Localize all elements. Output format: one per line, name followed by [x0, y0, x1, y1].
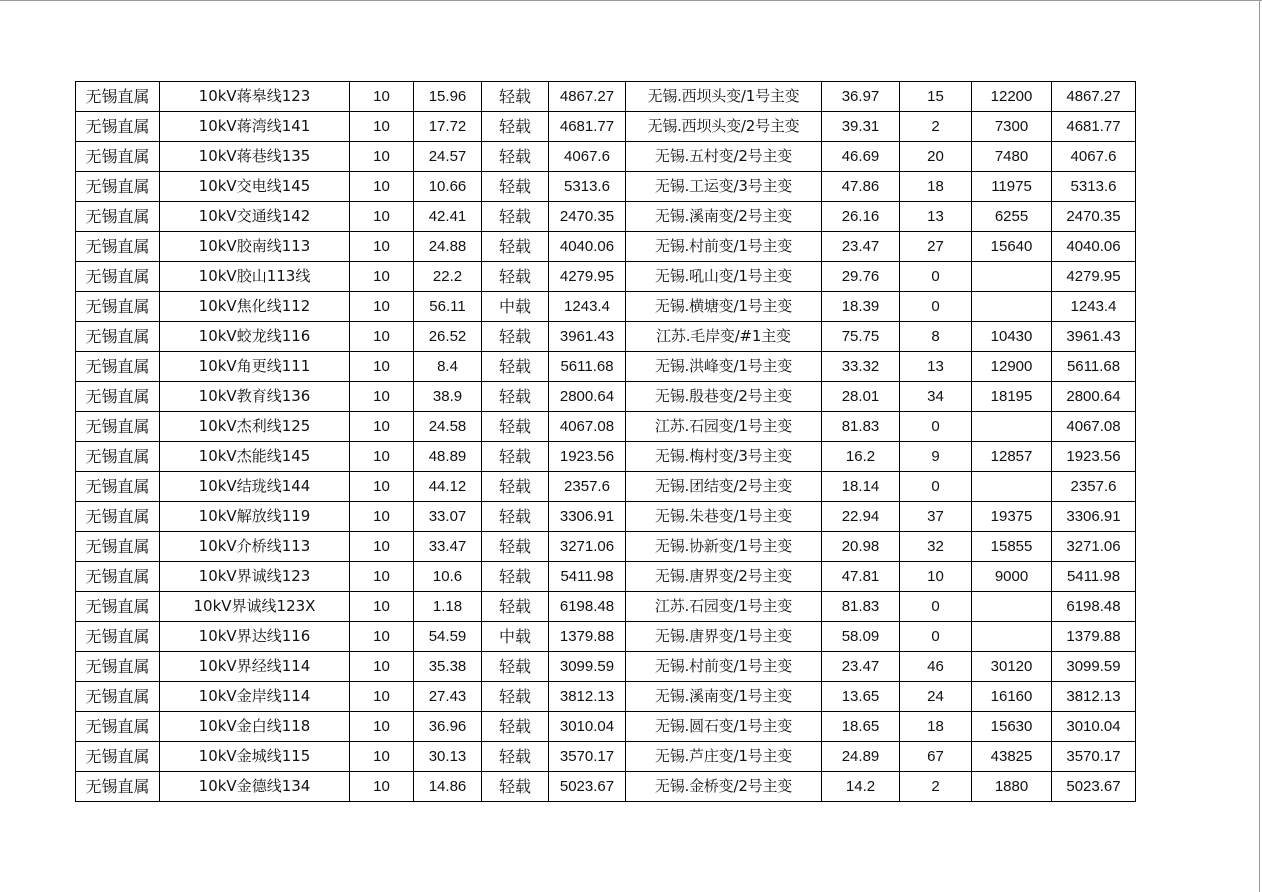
feeder-line-cell: 10kV界诚线123	[160, 562, 350, 592]
unit-cell: 无锡直属	[76, 622, 160, 652]
voltage-cell: 10	[350, 562, 414, 592]
load-rate-cell: 38.9	[414, 382, 482, 412]
load-status-cell: 轻载	[482, 382, 549, 412]
customer-count-cell: 2	[900, 112, 972, 142]
unit-cell: 无锡直属	[76, 262, 160, 292]
load-rate-cell: 30.13	[414, 742, 482, 772]
available-capacity-cell: 3099.59	[549, 652, 626, 682]
voltage-cell: 10	[350, 442, 414, 472]
voltage-cell: 10	[350, 592, 414, 622]
transformer-load-rate-cell: 58.09	[822, 622, 900, 652]
remaining-capacity-cell: 6198.48	[1052, 592, 1136, 622]
transformer-load-rate-cell: 26.16	[822, 202, 900, 232]
unit-cell: 无锡直属	[76, 352, 160, 382]
load-status-cell: 轻载	[482, 592, 549, 622]
remaining-capacity-cell: 2800.64	[1052, 382, 1136, 412]
transformer-load-rate-cell: 29.76	[822, 262, 900, 292]
substation-transformer-cell: 无锡.团结变/2号主变	[626, 472, 822, 502]
load-rate-cell: 8.4	[414, 352, 482, 382]
load-status-cell: 轻载	[482, 172, 549, 202]
load-rate-cell: 15.96	[414, 82, 482, 112]
table-row	[76, 112, 1136, 142]
customer-count-cell: 20	[900, 142, 972, 172]
available-capacity-cell: 1379.88	[549, 622, 626, 652]
available-capacity-cell: 2800.64	[549, 382, 626, 412]
customer-count-cell: 24	[900, 682, 972, 712]
unit-cell: 无锡直属	[76, 712, 160, 742]
feeder-line-cell: 10kV蒋巷线135	[160, 142, 350, 172]
table-row	[76, 322, 1136, 352]
load-status-cell: 轻载	[482, 442, 549, 472]
remaining-capacity-cell: 4040.06	[1052, 232, 1136, 262]
load-rate-cell: 42.41	[414, 202, 482, 232]
installed-capacity-cell: 6255	[972, 202, 1052, 232]
remaining-capacity-cell: 3570.17	[1052, 742, 1136, 772]
installed-capacity-cell	[972, 262, 1052, 292]
transformer-load-rate-cell: 18.14	[822, 472, 900, 502]
load-rate-cell: 48.89	[414, 442, 482, 472]
customer-count-cell: 15	[900, 82, 972, 112]
table-row	[76, 442, 1136, 472]
unit-cell: 无锡直属	[76, 202, 160, 232]
installed-capacity-cell	[972, 292, 1052, 322]
remaining-capacity-cell: 5023.67	[1052, 772, 1136, 802]
table-row	[76, 142, 1136, 172]
transformer-load-rate-cell: 81.83	[822, 412, 900, 442]
voltage-cell: 10	[350, 82, 414, 112]
customer-count-cell: 18	[900, 712, 972, 742]
available-capacity-cell: 4867.27	[549, 82, 626, 112]
customer-count-cell: 0	[900, 592, 972, 622]
load-status-cell: 轻载	[482, 142, 549, 172]
substation-transformer-cell: 江苏.石园变/1号主变	[626, 412, 822, 442]
load-rate-cell: 44.12	[414, 472, 482, 502]
load-status-cell: 轻载	[482, 232, 549, 262]
transformer-load-rate-cell: 46.69	[822, 142, 900, 172]
voltage-cell: 10	[350, 352, 414, 382]
load-rate-cell: 36.96	[414, 712, 482, 742]
unit-cell: 无锡直属	[76, 742, 160, 772]
table-body	[76, 82, 1136, 802]
feeder-line-cell: 10kV焦化线112	[160, 292, 350, 322]
unit-cell: 无锡直属	[76, 472, 160, 502]
remaining-capacity-cell: 3306.91	[1052, 502, 1136, 532]
load-rate-cell: 1.18	[414, 592, 482, 622]
unit-cell: 无锡直属	[76, 172, 160, 202]
customer-count-cell: 32	[900, 532, 972, 562]
feeder-line-cell: 10kV界诚线123X	[160, 592, 350, 622]
substation-transformer-cell: 无锡.朱巷变/1号主变	[626, 502, 822, 532]
remaining-capacity-cell: 3812.13	[1052, 682, 1136, 712]
customer-count-cell: 10	[900, 562, 972, 592]
feeder-line-cell: 10kV杰利线125	[160, 412, 350, 442]
transformer-load-rate-cell: 36.97	[822, 82, 900, 112]
customer-count-cell: 0	[900, 292, 972, 322]
substation-transformer-cell: 江苏.毛岸变/#1主变	[626, 322, 822, 352]
feeder-line-cell: 10kV教育线136	[160, 382, 350, 412]
customer-count-cell: 27	[900, 232, 972, 262]
available-capacity-cell: 4067.08	[549, 412, 626, 442]
available-capacity-cell: 3961.43	[549, 322, 626, 352]
table-row	[76, 682, 1136, 712]
remaining-capacity-cell: 4067.08	[1052, 412, 1136, 442]
substation-transformer-cell: 无锡.溪南变/2号主变	[626, 202, 822, 232]
available-capacity-cell: 5023.67	[549, 772, 626, 802]
unit-cell: 无锡直属	[76, 442, 160, 472]
unit-cell: 无锡直属	[76, 652, 160, 682]
remaining-capacity-cell: 4067.6	[1052, 142, 1136, 172]
load-status-cell: 轻载	[482, 322, 549, 352]
available-capacity-cell: 1243.4	[549, 292, 626, 322]
transformer-load-rate-cell: 14.2	[822, 772, 900, 802]
transformer-load-rate-cell: 20.98	[822, 532, 900, 562]
customer-count-cell: 13	[900, 352, 972, 382]
feeder-line-cell: 10kV结珑线144	[160, 472, 350, 502]
feeder-line-cell: 10kV金岸线114	[160, 682, 350, 712]
load-status-cell: 轻载	[482, 352, 549, 382]
customer-count-cell: 0	[900, 412, 972, 442]
installed-capacity-cell: 12857	[972, 442, 1052, 472]
load-status-cell: 中载	[482, 292, 549, 322]
installed-capacity-cell: 12900	[972, 352, 1052, 382]
available-capacity-cell: 4279.95	[549, 262, 626, 292]
feeder-line-cell: 10kV交通线142	[160, 202, 350, 232]
installed-capacity-cell: 15855	[972, 532, 1052, 562]
available-capacity-cell: 5313.6	[549, 172, 626, 202]
customer-count-cell: 18	[900, 172, 972, 202]
unit-cell: 无锡直属	[76, 412, 160, 442]
page-edge-top	[0, 0, 1262, 1]
available-capacity-cell: 4067.6	[549, 142, 626, 172]
voltage-cell: 10	[350, 532, 414, 562]
available-capacity-cell: 4681.77	[549, 112, 626, 142]
voltage-cell: 10	[350, 412, 414, 442]
transformer-load-rate-cell: 16.2	[822, 442, 900, 472]
substation-transformer-cell: 无锡.西坝头变/2号主变	[626, 112, 822, 142]
available-capacity-cell: 3306.91	[549, 502, 626, 532]
unit-cell: 无锡直属	[76, 682, 160, 712]
transformer-load-rate-cell: 18.39	[822, 292, 900, 322]
voltage-cell: 10	[350, 622, 414, 652]
unit-cell: 无锡直属	[76, 592, 160, 622]
unit-cell: 无锡直属	[76, 502, 160, 532]
table-row	[76, 202, 1136, 232]
table-row	[76, 82, 1136, 112]
feeder-load-table	[75, 81, 1136, 802]
installed-capacity-cell: 18195	[972, 382, 1052, 412]
unit-cell: 无锡直属	[76, 292, 160, 322]
voltage-cell: 10	[350, 292, 414, 322]
load-status-cell: 轻载	[482, 652, 549, 682]
remaining-capacity-cell: 3271.06	[1052, 532, 1136, 562]
feeder-line-cell: 10kV蒋湾线141	[160, 112, 350, 142]
remaining-capacity-cell: 1923.56	[1052, 442, 1136, 472]
table-row	[76, 712, 1136, 742]
load-rate-cell: 54.59	[414, 622, 482, 652]
substation-transformer-cell: 无锡.芦庄变/1号主变	[626, 742, 822, 772]
voltage-cell: 10	[350, 712, 414, 742]
feeder-line-cell: 10kV解放线119	[160, 502, 350, 532]
remaining-capacity-cell: 3010.04	[1052, 712, 1136, 742]
substation-transformer-cell: 无锡.溪南变/1号主变	[626, 682, 822, 712]
load-status-cell: 轻载	[482, 532, 549, 562]
available-capacity-cell: 3010.04	[549, 712, 626, 742]
installed-capacity-cell: 1880	[972, 772, 1052, 802]
transformer-load-rate-cell: 24.89	[822, 742, 900, 772]
substation-transformer-cell: 无锡.村前变/1号主变	[626, 232, 822, 262]
transformer-load-rate-cell: 47.86	[822, 172, 900, 202]
voltage-cell: 10	[350, 382, 414, 412]
remaining-capacity-cell: 3099.59	[1052, 652, 1136, 682]
table-row	[76, 622, 1136, 652]
voltage-cell: 10	[350, 772, 414, 802]
load-rate-cell: 35.38	[414, 652, 482, 682]
customer-count-cell: 37	[900, 502, 972, 532]
table-row	[76, 562, 1136, 592]
transformer-load-rate-cell: 23.47	[822, 232, 900, 262]
table-row	[76, 772, 1136, 802]
installed-capacity-cell: 19375	[972, 502, 1052, 532]
load-rate-cell: 33.07	[414, 502, 482, 532]
load-rate-cell: 24.57	[414, 142, 482, 172]
voltage-cell: 10	[350, 682, 414, 712]
substation-transformer-cell: 无锡.唐界变/1号主变	[626, 622, 822, 652]
load-rate-cell: 10.6	[414, 562, 482, 592]
remaining-capacity-cell: 4279.95	[1052, 262, 1136, 292]
feeder-line-cell: 10kV界经线114	[160, 652, 350, 682]
voltage-cell: 10	[350, 202, 414, 232]
transformer-load-rate-cell: 47.81	[822, 562, 900, 592]
voltage-cell: 10	[350, 472, 414, 502]
load-status-cell: 轻载	[482, 82, 549, 112]
feeder-line-cell: 10kV界达线116	[160, 622, 350, 652]
unit-cell: 无锡直属	[76, 532, 160, 562]
table-row	[76, 292, 1136, 322]
customer-count-cell: 46	[900, 652, 972, 682]
load-rate-cell: 24.88	[414, 232, 482, 262]
remaining-capacity-cell: 5313.6	[1052, 172, 1136, 202]
substation-transformer-cell: 无锡.横塘变/1号主变	[626, 292, 822, 322]
installed-capacity-cell: 43825	[972, 742, 1052, 772]
feeder-line-cell: 10kV金白线118	[160, 712, 350, 742]
available-capacity-cell: 3570.17	[549, 742, 626, 772]
available-capacity-cell: 5411.98	[549, 562, 626, 592]
substation-transformer-cell: 无锡.洪峰变/1号主变	[626, 352, 822, 382]
substation-transformer-cell: 无锡.圆石变/1号主变	[626, 712, 822, 742]
transformer-load-rate-cell: 22.94	[822, 502, 900, 532]
installed-capacity-cell	[972, 592, 1052, 622]
remaining-capacity-cell: 5611.68	[1052, 352, 1136, 382]
unit-cell: 无锡直属	[76, 772, 160, 802]
load-rate-cell: 10.66	[414, 172, 482, 202]
available-capacity-cell: 2357.6	[549, 472, 626, 502]
load-rate-cell: 17.72	[414, 112, 482, 142]
installed-capacity-cell	[972, 472, 1052, 502]
transformer-load-rate-cell: 28.01	[822, 382, 900, 412]
transformer-load-rate-cell: 33.32	[822, 352, 900, 382]
installed-capacity-cell: 30120	[972, 652, 1052, 682]
remaining-capacity-cell: 2470.35	[1052, 202, 1136, 232]
feeder-line-cell: 10kV交电线145	[160, 172, 350, 202]
table-row	[76, 382, 1136, 412]
substation-transformer-cell: 无锡.殷巷变/2号主变	[626, 382, 822, 412]
installed-capacity-cell	[972, 412, 1052, 442]
substation-transformer-cell: 无锡.五村变/2号主变	[626, 142, 822, 172]
customer-count-cell: 0	[900, 262, 972, 292]
substation-transformer-cell: 无锡.工运变/3号主变	[626, 172, 822, 202]
substation-transformer-cell: 无锡.唐界变/2号主变	[626, 562, 822, 592]
load-status-cell: 轻载	[482, 742, 549, 772]
feeder-line-cell: 10kV介桥线113	[160, 532, 350, 562]
feeder-line-cell: 10kV金德线134	[160, 772, 350, 802]
installed-capacity-cell: 7300	[972, 112, 1052, 142]
remaining-capacity-cell: 5411.98	[1052, 562, 1136, 592]
load-rate-cell: 22.2	[414, 262, 482, 292]
customer-count-cell: 34	[900, 382, 972, 412]
unit-cell: 无锡直属	[76, 562, 160, 592]
installed-capacity-cell: 9000	[972, 562, 1052, 592]
remaining-capacity-cell: 4681.77	[1052, 112, 1136, 142]
table-row	[76, 172, 1136, 202]
load-rate-cell: 14.86	[414, 772, 482, 802]
load-rate-cell: 26.52	[414, 322, 482, 352]
customer-count-cell: 2	[900, 772, 972, 802]
remaining-capacity-cell: 1379.88	[1052, 622, 1136, 652]
feeder-line-cell: 10kV杰能线145	[160, 442, 350, 472]
unit-cell: 无锡直属	[76, 142, 160, 172]
voltage-cell: 10	[350, 742, 414, 772]
table-row	[76, 502, 1136, 532]
voltage-cell: 10	[350, 172, 414, 202]
voltage-cell: 10	[350, 262, 414, 292]
installed-capacity-cell: 15630	[972, 712, 1052, 742]
voltage-cell: 10	[350, 502, 414, 532]
transformer-load-rate-cell: 18.65	[822, 712, 900, 742]
load-status-cell: 轻载	[482, 772, 549, 802]
installed-capacity-cell: 12200	[972, 82, 1052, 112]
installed-capacity-cell	[972, 622, 1052, 652]
customer-count-cell: 0	[900, 472, 972, 502]
table-row	[76, 352, 1136, 382]
substation-transformer-cell: 无锡.村前变/1号主变	[626, 652, 822, 682]
installed-capacity-cell: 11975	[972, 172, 1052, 202]
customer-count-cell: 67	[900, 742, 972, 772]
feeder-line-cell: 10kV蒋皋线123	[160, 82, 350, 112]
available-capacity-cell: 2470.35	[549, 202, 626, 232]
installed-capacity-cell: 15640	[972, 232, 1052, 262]
available-capacity-cell: 4040.06	[549, 232, 626, 262]
table-row	[76, 472, 1136, 502]
load-status-cell: 轻载	[482, 712, 549, 742]
unit-cell: 无锡直属	[76, 112, 160, 142]
substation-transformer-cell: 无锡.西坝头变/1号主变	[626, 82, 822, 112]
load-status-cell: 轻载	[482, 112, 549, 142]
table-row	[76, 262, 1136, 292]
load-rate-cell: 27.43	[414, 682, 482, 712]
unit-cell: 无锡直属	[76, 82, 160, 112]
voltage-cell: 10	[350, 652, 414, 682]
customer-count-cell: 0	[900, 622, 972, 652]
voltage-cell: 10	[350, 232, 414, 262]
load-rate-cell: 33.47	[414, 532, 482, 562]
installed-capacity-cell: 7480	[972, 142, 1052, 172]
table-row	[76, 652, 1136, 682]
table-row	[76, 232, 1136, 262]
feeder-line-cell: 10kV角更线111	[160, 352, 350, 382]
transformer-load-rate-cell: 81.83	[822, 592, 900, 622]
customer-count-cell: 13	[900, 202, 972, 232]
unit-cell: 无锡直属	[76, 232, 160, 262]
load-status-cell: 轻载	[482, 412, 549, 442]
load-status-cell: 轻载	[482, 502, 549, 532]
substation-transformer-cell: 无锡.吼山变/1号主变	[626, 262, 822, 292]
available-capacity-cell: 3271.06	[549, 532, 626, 562]
transformer-load-rate-cell: 75.75	[822, 322, 900, 352]
available-capacity-cell: 6198.48	[549, 592, 626, 622]
remaining-capacity-cell: 4867.27	[1052, 82, 1136, 112]
substation-transformer-cell: 无锡.金桥变/2号主变	[626, 772, 822, 802]
load-status-cell: 轻载	[482, 202, 549, 232]
load-rate-cell: 24.58	[414, 412, 482, 442]
load-status-cell: 轻载	[482, 562, 549, 592]
transformer-load-rate-cell: 23.47	[822, 652, 900, 682]
feeder-line-cell: 10kV胶山113线	[160, 262, 350, 292]
available-capacity-cell: 5611.68	[549, 352, 626, 382]
available-capacity-cell: 1923.56	[549, 442, 626, 472]
unit-cell: 无锡直属	[76, 382, 160, 412]
remaining-capacity-cell: 1243.4	[1052, 292, 1136, 322]
voltage-cell: 10	[350, 142, 414, 172]
customer-count-cell: 9	[900, 442, 972, 472]
feeder-line-cell: 10kV蛟龙线116	[160, 322, 350, 352]
substation-transformer-cell: 江苏.石园变/1号主变	[626, 592, 822, 622]
table-row	[76, 592, 1136, 622]
load-status-cell: 轻载	[482, 472, 549, 502]
substation-transformer-cell: 无锡.协新变/1号主变	[626, 532, 822, 562]
remaining-capacity-cell: 2357.6	[1052, 472, 1136, 502]
table-row	[76, 412, 1136, 442]
remaining-capacity-cell: 3961.43	[1052, 322, 1136, 352]
table-row	[76, 532, 1136, 562]
customer-count-cell: 8	[900, 322, 972, 352]
installed-capacity-cell: 10430	[972, 322, 1052, 352]
load-status-cell: 轻载	[482, 682, 549, 712]
transformer-load-rate-cell: 13.65	[822, 682, 900, 712]
feeder-line-cell: 10kV胶南线113	[160, 232, 350, 262]
load-status-cell: 中载	[482, 622, 549, 652]
available-capacity-cell: 3812.13	[549, 682, 626, 712]
voltage-cell: 10	[350, 112, 414, 142]
load-rate-cell: 56.11	[414, 292, 482, 322]
installed-capacity-cell: 16160	[972, 682, 1052, 712]
page-edge-right	[1259, 0, 1260, 892]
feeder-line-cell: 10kV金城线115	[160, 742, 350, 772]
load-status-cell: 轻载	[482, 262, 549, 292]
table-row	[76, 742, 1136, 772]
transformer-load-rate-cell: 39.31	[822, 112, 900, 142]
unit-cell: 无锡直属	[76, 322, 160, 352]
voltage-cell: 10	[350, 322, 414, 352]
substation-transformer-cell: 无锡.梅村变/3号主变	[626, 442, 822, 472]
